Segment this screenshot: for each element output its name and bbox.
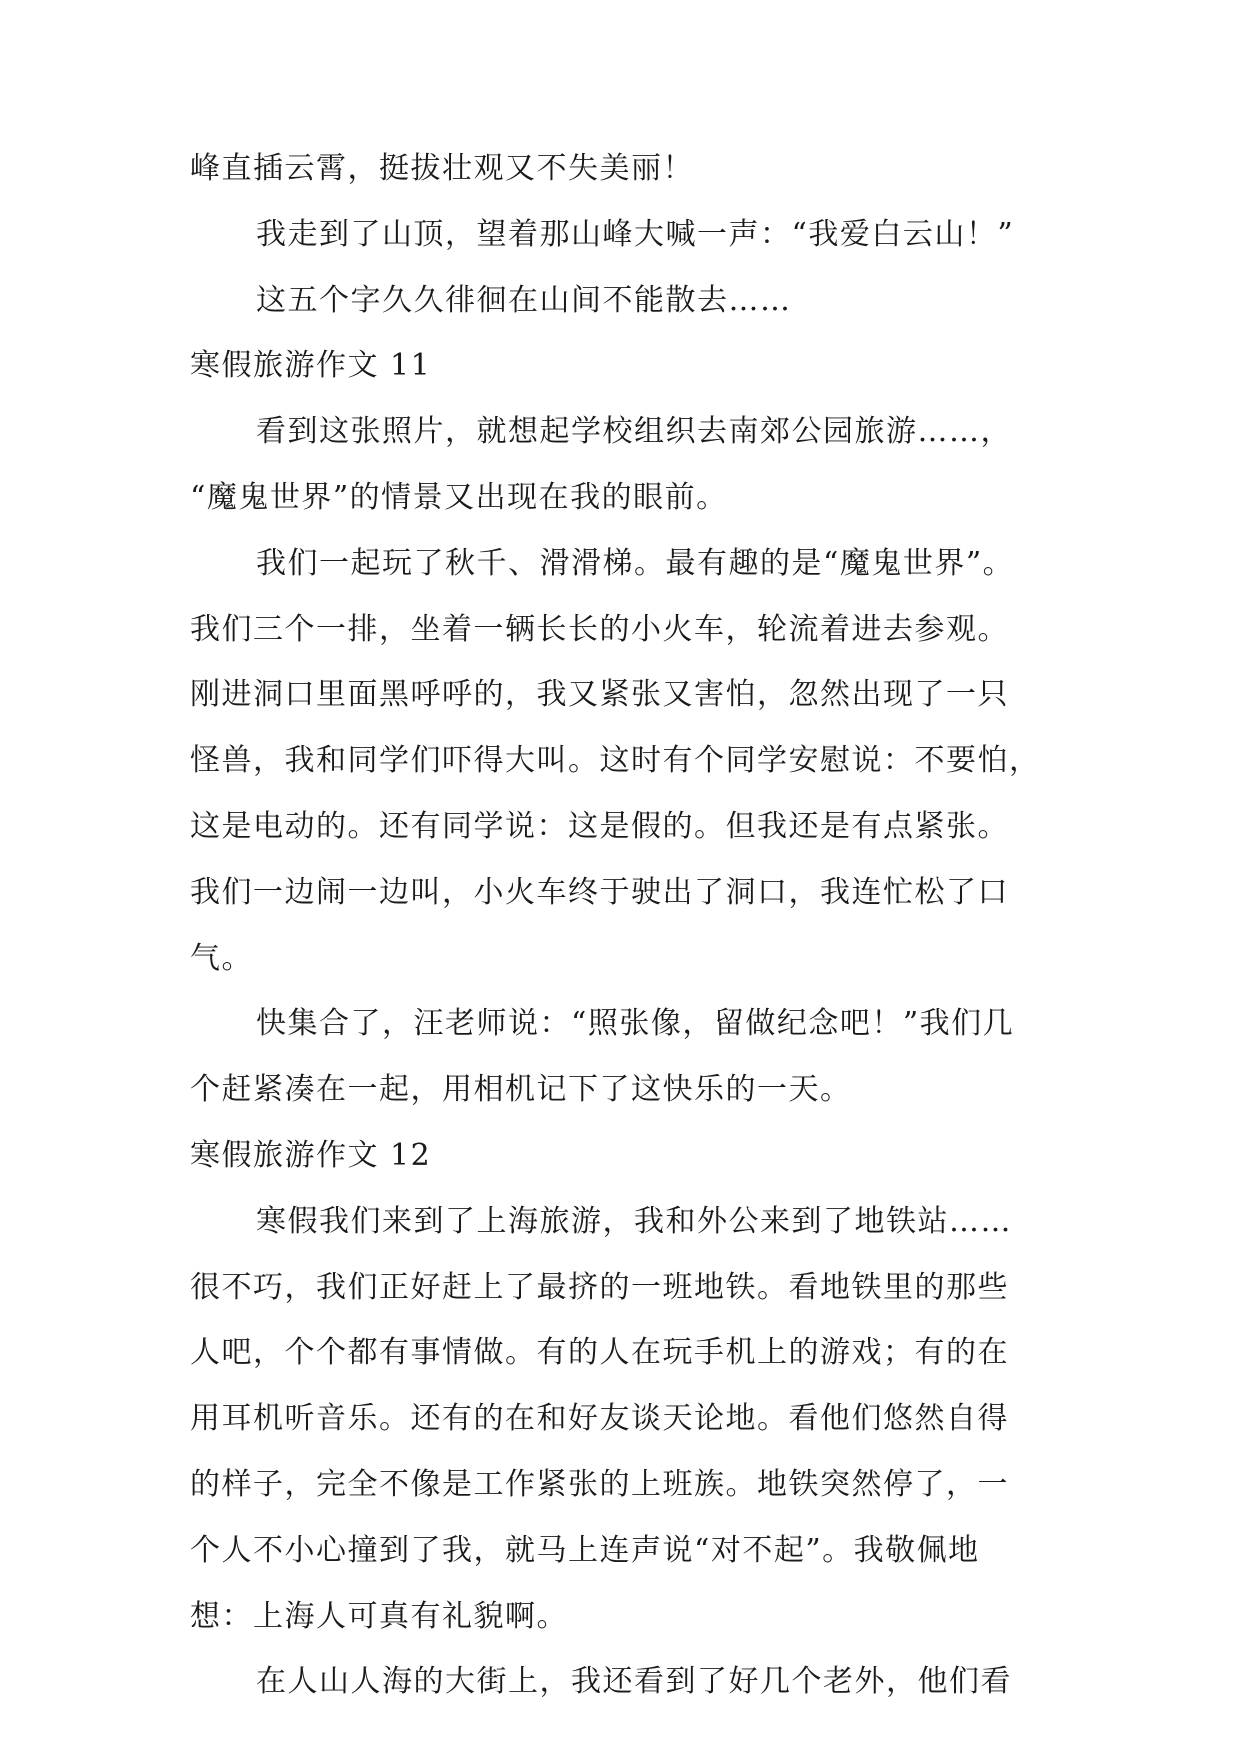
paragraph-line: 快集合了，汪老师说：“照张像，留做纪念吧！”我们几 bbox=[256, 1006, 1015, 1042]
section-heading: 寒假旅游作文 12 bbox=[190, 1137, 432, 1173]
paragraph-line: 我们三个一排，坐着一辆长长的小火车，轮流着进去参观。 bbox=[190, 611, 1009, 647]
paragraph-line: 很不巧，我们正好赶上了最挤的一班地铁。看地铁里的那些 bbox=[190, 1269, 1009, 1305]
paragraph-line: 在人山人海的大街上，我还看到了好几个老外，他们看 bbox=[256, 1664, 1012, 1700]
paragraph-line: 人吧，个个都有事情做。有的人在玩手机上的游戏；有的在 bbox=[190, 1335, 1009, 1371]
paragraph-line: 的样子，完全不像是工作紧张的上班族。地铁突然停了，一 bbox=[190, 1466, 1009, 1502]
paragraph-line: 寒假我们来到了上海旅游，我和外公来到了地铁站…… bbox=[256, 1203, 1012, 1239]
paragraph-line: 个人不小心撞到了我，就马上连声说“对不起”。我敬佩地 bbox=[190, 1532, 980, 1568]
paragraph-line: “魔鬼世界”的情景又出现在我的眼前。 bbox=[190, 479, 728, 515]
paragraph-line: 我们一起玩了秋千、滑滑梯。最有趣的是“魔鬼世界”。 bbox=[256, 545, 1015, 581]
paragraph-line: 我走到了山顶，望着那山峰大喊一声：“我爱白云山！” bbox=[256, 216, 1015, 252]
paragraph-line: 这五个字久久徘徊在山间不能散去…… bbox=[256, 282, 792, 318]
paragraph-line: 峰直插云霄，挺拔壮观又不失美丽！ bbox=[190, 151, 694, 186]
paragraph-line: 用耳机听音乐。还有的在和好友谈天论地。看他们悠然自得 bbox=[190, 1401, 1009, 1437]
paragraph-line: 气。 bbox=[190, 940, 253, 976]
paragraph-line: 我们一边闹一边叫，小火车终于驶出了洞口，我连忙松了口 bbox=[190, 874, 1009, 910]
paragraph-line: 怪兽，我和同学们吓得大叫。这时有个同学安慰说：不要怕， bbox=[190, 743, 1041, 779]
paragraph-line: 想：上海人可真有礼貌啊。 bbox=[190, 1598, 568, 1634]
paragraph-line: 个赶紧凑在一起，用相机记下了这快乐的一天。 bbox=[190, 1072, 852, 1108]
paragraph-line: 刚进洞口里面黑呼呼的，我又紧张又害怕，忽然出现了一只 bbox=[190, 677, 1009, 713]
paragraph-line: 看到这张照片，就想起学校组织去南郊公园旅游……， bbox=[256, 414, 1012, 450]
document-body bbox=[190, 136, 1070, 1715]
paragraph-line: 这是电动的。还有同学说：这是假的。但我还是有点紧张。 bbox=[190, 808, 1009, 844]
section-heading: 寒假旅游作文 11 bbox=[190, 348, 432, 384]
